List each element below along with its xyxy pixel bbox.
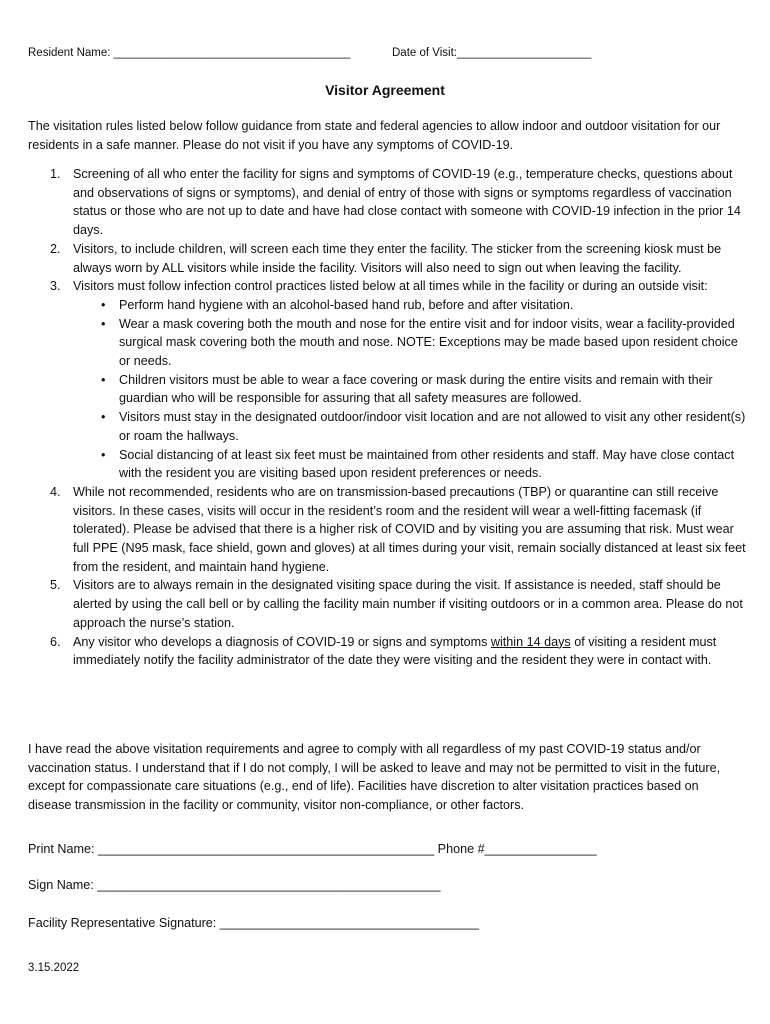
sign-name-field[interactable]: Sign Name: _________________________________________________ — [28, 878, 441, 892]
bullet-text: Visitors must stay in the designated outdoor/indoor visit location and are not allowed to visit any other resident(s) or roam the hallways. — [119, 410, 746, 443]
facility-rep-signature-field[interactable]: Facility Representative Signature: _____________________________________ — [28, 916, 479, 930]
rule-text: While not recommended, residents who are on transmission-based precautions (TBP) or quarantine can still receive visitors. In these cases, visits will occur in the resident’s room and the resident will wear a well-fitting facemask (if tolerated). Please be advised that there is a higher risk of COVID and by visiting you are assuming that risk. Must wear full PPE (N95 mask, face shield, gown and gloves) at all times during your visit, remain socially distanced at least six feet from the resident, and maintain hand hygiene. — [73, 484, 746, 574]
rule-number: 3. — [50, 279, 61, 294]
rule-text: Screening of all who enter the facility for signs and symptoms of COVID-19 (e.g., temperature checks, questions about and observations of signs or symptoms), and denial of entry of those with signs or symptoms regardless of vaccination status or those who are not up to date and have had close contact with someone with COVID-19 infection in the prior 14 days. — [73, 167, 741, 238]
rule-text: Visitors must follow infection control practices listed below at all times while in the facility or during an outside visit: — [73, 279, 708, 294]
bullet-item — [73, 296, 748, 315]
rule-item — [28, 633, 748, 670]
rule-text: Visitors, to include children, will screen each time they enter the facility. The sticker from the screening kiosk must be always worn by ALL visitors while inside the facility. Visitors will also need to sign out when leaving the facility. — [73, 241, 722, 275]
rule-text: of visiting a resident must immediately notify the facility administrator of the date they were visiting and the resident they were in contact with. — [73, 634, 717, 668]
bullet-text: Children visitors must be able to wear a face covering or mask during the entire visits and remain with their guardian who will be responsible for assuring that all safety measures are followed. — [119, 372, 713, 406]
rule-number: 4. — [50, 484, 61, 499]
infection-control-bullets — [73, 296, 748, 483]
rule-item — [28, 576, 748, 632]
intro-paragraph: The visitation rules listed below follow guidance from state and federal agencies to allow indoor and outdoor visitation for our residents in a safe manner. Please do not visit if you have any symptoms of COVID-19. — [28, 119, 721, 152]
rule-text: Visitors are to always remain in the designated visiting space during the visit. If assistance is needed, staff should be alerted by using the call bell or by calling the facility main number if visiting outdoors or in a common area. Please do not approach the nurse’s station. — [73, 578, 743, 630]
rule-item — [28, 277, 748, 483]
rule-text: Any visitor who develops a diagnosis of COVID-19 or signs and symptoms — [73, 634, 491, 649]
bullet-symbol: • — [101, 316, 106, 331]
agreement-paragraph: I have read the above visitation requirements and agree to comply with all regardless of my past COVID-19 status and/or vaccination status. I understand that if I do not comply, I will be asked to leave and may not be permitted to visit in the future, except for compassionate care situations (e.g., end of life). Facilities have discretion to alter visitation practices based on disease transmission in the facility or community, visitor non-compliance, or other factors. — [28, 742, 721, 813]
rule-text-underlined: within 14 days — [490, 634, 571, 649]
resident-name-field[interactable]: Resident Name: _____________________________________ — [28, 47, 351, 59]
bullet-item — [73, 371, 748, 408]
bullet-item — [73, 446, 748, 483]
bullet-text: Wear a mask covering both the mouth and nose for the entire visit and for indoor visits, wear a facility-provided surgical mask covering both the mouth and nose. NOTE: Exceptions may be made based upon resident choice or needs. — [119, 316, 738, 369]
print-name-field[interactable]: Print Name: ________________________________________________ Phone #________________ — [28, 842, 597, 856]
rule-number: 1. — [50, 167, 61, 181]
bullet-item — [73, 315, 748, 371]
rule-item — [28, 483, 748, 577]
bullet-symbol: • — [101, 410, 106, 425]
bullet-symbol: • — [101, 372, 106, 387]
rule-item — [28, 165, 748, 240]
bullet-text: Perform hand hygiene with an alcohol-based hand rub, before and after visitation. — [119, 297, 574, 312]
rules-list — [28, 165, 748, 670]
bullet-symbol: • — [101, 447, 106, 462]
rule-number: 5. — [50, 578, 61, 593]
revision-date: 3.15.2022 — [28, 962, 80, 974]
rule-item — [28, 240, 748, 277]
date-of-visit-field[interactable]: Date of Visit:_____________________ — [392, 47, 592, 59]
bullet-symbol: • — [101, 297, 106, 312]
rule-number: 6. — [50, 634, 61, 649]
rule-number: 2. — [50, 241, 61, 256]
bullet-item — [73, 408, 748, 445]
bullet-text: Social distancing of at least six feet must be maintained from other residents and staff. May have close contact with the resident you are visiting based upon resident preferences or needs. — [119, 447, 735, 481]
page-title: Visitor Agreement — [325, 82, 445, 98]
